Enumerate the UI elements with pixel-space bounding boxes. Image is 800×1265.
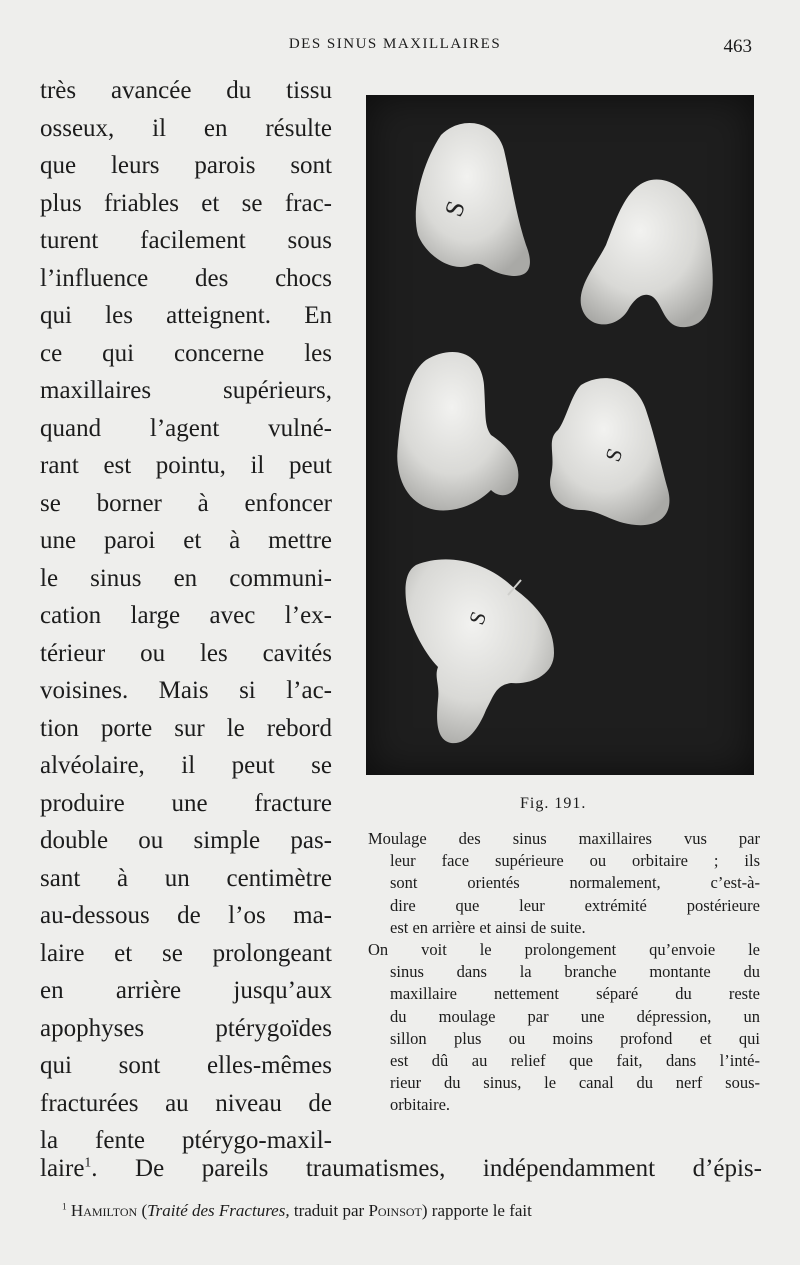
line-start: laire: [40, 1155, 85, 1182]
specimen-label-2: S: [599, 444, 628, 465]
text-line: turent facilement sous: [40, 227, 332, 254]
figure-caption: [368, 828, 760, 1117]
text-line: produire une fracture: [40, 789, 332, 817]
text-line: la fente ptérygo-maxil-: [40, 1127, 332, 1154]
caption-paragraph-2: [368, 939, 760, 1117]
text-line: au-dessous de l’os ma-: [40, 902, 332, 929]
text-line: qui sont elles-mêmes: [40, 1052, 332, 1079]
footnote-reference: 1: [84, 1154, 92, 1170]
text-line: osseux, il en résulte: [40, 114, 332, 142]
full-width-text-line: [40, 1150, 762, 1187]
footnote-open-paren: (: [141, 1201, 148, 1220]
footnote-translator: Poinsot: [368, 1201, 422, 1220]
line-rest: . De pareils traumatismes, indépendamment d’épis-: [91, 1155, 762, 1182]
cast-middle-right: [550, 378, 669, 525]
footnote-work-title: Traité des Fractures,: [147, 1201, 290, 1220]
text-line: rant est pointu, il peut: [40, 452, 332, 479]
caption-line: orbitaire.: [390, 1095, 451, 1115]
caption-line: est dû au relief que fait, dans l’inté-: [390, 1051, 760, 1071]
text-line: fracturées au niveau de: [40, 1089, 332, 1117]
text-line: double ou simple pas-: [40, 827, 332, 854]
caption-line: sillon plus ou moins profond et qui: [390, 1028, 760, 1048]
text-line: sant à un centimètre: [40, 864, 332, 892]
text-line: tion porte sur le rebord: [40, 714, 332, 742]
page-number: 463: [723, 36, 752, 57]
text-line: très avancée du tissu: [40, 77, 332, 104]
caption-line: leur face supérieure ou orbitaire ; ils: [390, 851, 760, 871]
specimen-label-3: S: [463, 607, 492, 628]
text-line: en arrière jusqu’aux: [40, 977, 332, 1004]
text-line: le sinus en communi-: [40, 564, 332, 592]
caption-line: maxillaire nettement séparé du reste: [390, 984, 760, 1004]
footnote-translated-by: traduit par: [293, 1201, 365, 1220]
footnote-author: Hamilton: [70, 1201, 138, 1220]
caption-line: du moulage par une dépression, un: [390, 1006, 760, 1026]
left-column-text: [40, 72, 332, 1160]
text-line: maxillaires supérieurs,: [40, 377, 332, 404]
specimen-label-1: S: [438, 196, 471, 221]
caption-line: sont orientés normalement, c’est-à-: [390, 873, 760, 893]
text-line: laire et se prolongeant: [40, 939, 332, 967]
text-line: l’influence des chocs: [40, 264, 332, 292]
caption-line: Moulage des sinus maxillaires vus par: [368, 829, 760, 848]
caption-line: dire que leur extrémité postérieure: [390, 895, 760, 915]
cast-top-right: [581, 180, 713, 328]
text-line: voisines. Mais si l’ac-: [40, 677, 332, 704]
text-line: cation large avec l’ex-: [40, 602, 332, 629]
caption-paragraph-1: [368, 828, 760, 939]
caption-line: est en arrière et ainsi de suite.: [390, 917, 586, 937]
text-line: plus friables et se frac-: [40, 189, 332, 217]
figure-label: Fig. 191.: [520, 795, 587, 812]
caption-line: rieur du sinus, le canal du nerf sous-: [390, 1073, 760, 1093]
footnote: [62, 1200, 762, 1222]
text-line: apophyses ptérygoïdes: [40, 1014, 332, 1042]
sinus-casts-image: [366, 95, 754, 775]
text-line: se borner à enfoncer: [40, 489, 332, 517]
text-line: quand l’agent vulné-: [40, 414, 332, 442]
cast-middle-left: [397, 352, 518, 510]
text-line: qui les atteignent. En: [40, 302, 332, 329]
footnote-marker: 1: [62, 1202, 67, 1213]
text-line: térieur ou les cavités: [40, 639, 332, 667]
text-line: alvéolaire, il peut se: [40, 752, 332, 779]
footnote-rest: ) rapporte le fait: [421, 1201, 532, 1220]
caption-line: sinus dans la branche montante du: [390, 962, 760, 982]
text-line: une paroi et à mettre: [40, 527, 332, 554]
text-line: ce qui concerne les: [40, 339, 332, 367]
cast-top-left: [416, 123, 530, 276]
text-line: que leurs parois sont: [40, 152, 332, 179]
cast-bottom: [405, 559, 554, 743]
running-title: DES SINUS MAXILLAIRES: [288, 36, 502, 52]
figure-photograph: [366, 95, 754, 775]
caption-line: On voit le prolongement qu’envoie le: [368, 940, 760, 960]
